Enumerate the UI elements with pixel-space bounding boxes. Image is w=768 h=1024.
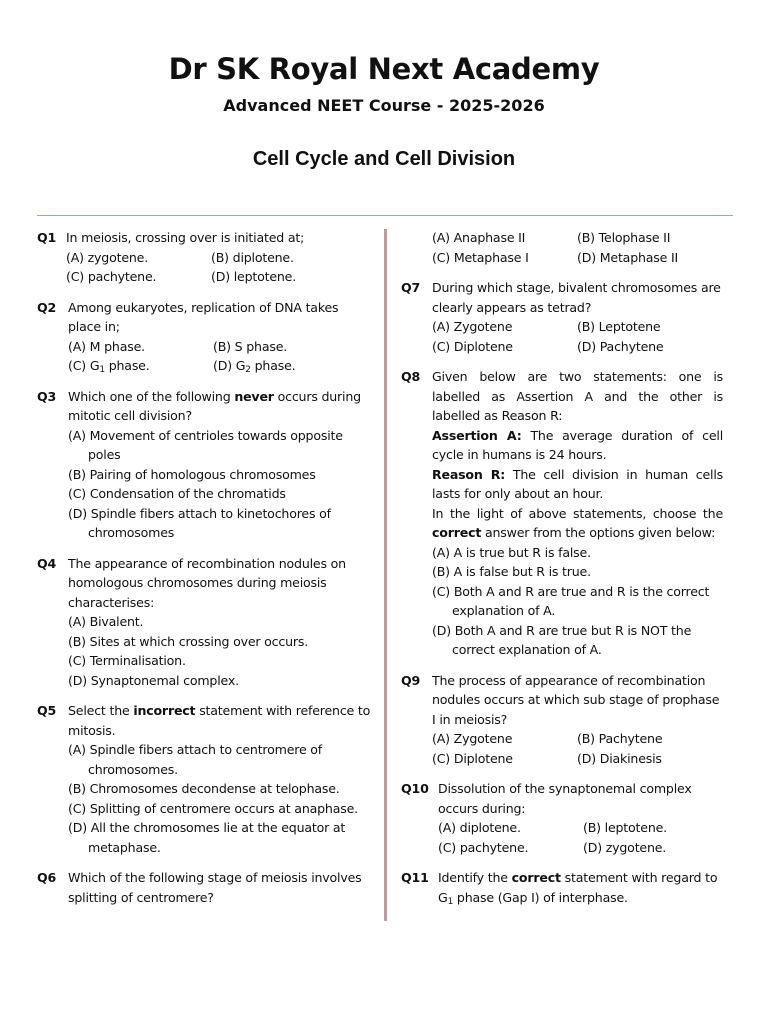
options — [68, 337, 375, 376]
option-a: (A) zygotene. — [66, 249, 149, 265]
options — [68, 740, 375, 857]
options — [432, 228, 723, 267]
option-b: (B) A is false but R is true. — [432, 564, 591, 579]
option-b: (B) S phase. — [213, 338, 288, 354]
column-divider — [384, 229, 387, 921]
option-c: (C) Metaphase I — [432, 249, 529, 265]
option-c: (C) Terminalisation. — [68, 653, 186, 668]
question-number: Q1 — [37, 230, 57, 245]
option-b: (B) Chromosomes decondense at telophase. — [68, 781, 340, 796]
option-d: (D) Spindle fibers attach to kinetochores of chromosomes — [68, 505, 331, 540]
question-number: Q2 — [37, 299, 57, 315]
question-text: Among eukaryotes, replication of DNA takes place in; — [68, 299, 339, 334]
option-b: (B) diplotene. — [211, 249, 294, 265]
options — [438, 818, 723, 857]
question-text: Which one of the following never occurs during mitotic cell division? — [68, 388, 361, 423]
option-d: (D) Both A and R are true but R is NOT the correct explanation of A. — [432, 622, 692, 657]
option-a: (A) Zygotene — [432, 319, 513, 334]
option-b: (B) Pairing of homologous chromosomes — [68, 466, 316, 482]
option-b: (B) Telophase II — [577, 230, 671, 245]
question-text: Given below are two statements: one is labelled as Assertion A and the other is labelled as Reason R: — [432, 369, 723, 423]
options — [68, 612, 375, 690]
option-a: (A) Zygotene — [432, 731, 513, 746]
course-subtitle: Advanced NEET Course - 2025-2026 — [223, 96, 545, 115]
question-number: Q6 — [37, 870, 57, 885]
option-c: (C) Both A and R are true and R is the correct explanation of A. — [432, 583, 710, 618]
question-number: Q4 — [37, 555, 57, 571]
option-a: (A) Bivalent. — [68, 614, 144, 629]
right-column — [401, 228, 723, 918]
options — [68, 426, 375, 543]
option-a: (A) A is true but R is false. — [432, 544, 591, 560]
question-q3 — [37, 387, 375, 543]
options — [66, 248, 375, 287]
question-text: During which stage, bivalent chromosomes are clearly appears as tetrad? — [432, 280, 721, 315]
option-a: (A) M phase. — [68, 338, 145, 354]
option-a: (A) diplotene. — [438, 820, 521, 835]
option-d: (D) Diakinesis — [577, 750, 662, 766]
option-d: (D) Metaphase II — [577, 249, 679, 265]
question-q9 — [401, 671, 723, 769]
option-d: (D) Synaptonemal complex. — [68, 672, 239, 688]
option-a: (A) Anaphase II — [432, 230, 526, 245]
option-b: (B) Sites at which crossing over occurs. — [68, 633, 309, 649]
question-number: Q11 — [401, 870, 429, 885]
reason: Reason R: The cell division in human cells lasts for only about an hour. — [432, 466, 723, 501]
question-q1 — [37, 228, 375, 287]
option-b: (B) leptotene. — [583, 820, 667, 835]
question-number: Q3 — [37, 388, 57, 404]
option-a: (A) Movement of centrioles towards opposite poles — [68, 427, 343, 462]
option-d: (D) All the chromosomes lie at the equator at metaphase. — [68, 820, 346, 855]
option-c: (C) Diplotene — [432, 750, 513, 766]
assertion: Assertion A: The average duration of cell cycle in humans is 24 hours. — [432, 427, 724, 462]
option-d: (D) zygotene. — [583, 839, 667, 855]
page-title: Dr SK Royal Next Academy — [168, 52, 600, 86]
option-d: (D) leptotene. — [211, 269, 297, 284]
question-text: Dissolution of the synaptonemal complex occurs during: — [438, 781, 692, 816]
question-number: Q8 — [401, 369, 421, 384]
question-text: The appearance of recombination nodules on homologous chromosomes during meiosis characterises: — [68, 555, 346, 610]
option-c: (C) pachytene. — [438, 839, 529, 855]
option-d: (D) Pachytene — [577, 338, 664, 354]
instruction: In the light of above statements, choose the correct answer from the options given below: — [432, 505, 723, 540]
question-number: Q5 — [37, 703, 57, 718]
option-c: (C) Diplotene — [432, 338, 513, 354]
option-b: (B) Pachytene — [577, 731, 663, 746]
question-q5 — [37, 701, 375, 857]
option-d: (D) $G_2$ phase. — [213, 358, 296, 375]
question-text: Which of the following stage of meiosis involves splitting of centromere? — [68, 870, 362, 905]
option-a: (A) Spindle fibers attach to centromere of chromosomes. — [68, 742, 323, 777]
question-text: Select the incorrect statement with reference to mitosis. — [68, 703, 371, 738]
header-divider — [37, 215, 733, 216]
question-text: Identify the correct statement with regard to $G_1$ phase (Gap I) of interphase. — [438, 870, 718, 907]
question-number: Q7 — [401, 280, 421, 295]
question-q8 — [401, 367, 723, 660]
option-b: (B) Leptotene — [577, 319, 661, 334]
option-c: (C) $G_1$ phase. — [68, 358, 150, 375]
question-text: The process of appearance of recombination nodules occurs at which sub stage of prophase I in meiosis? — [432, 672, 720, 727]
left-column — [37, 228, 375, 918]
question-q7 — [401, 278, 723, 356]
question-q11 — [401, 868, 723, 907]
question-q2 — [37, 298, 375, 376]
question-number: Q9 — [401, 672, 421, 688]
option-c: (C) Splitting of centromere occurs at anaphase. — [68, 800, 358, 816]
question-q10 — [401, 779, 723, 857]
question-q4 — [37, 554, 375, 691]
chapter-title: Cell Cycle and Cell Division — [252, 148, 516, 170]
option-c: (C) Condensation of the chromatids — [68, 486, 286, 501]
question-q6 — [37, 868, 375, 907]
options — [432, 317, 723, 356]
options — [432, 729, 723, 768]
options — [432, 543, 723, 660]
option-c: (C) pachytene. — [66, 269, 157, 284]
question-number: Q10 — [401, 781, 429, 796]
question-q6-options — [401, 228, 723, 267]
question-text: In meiosis, crossing over is initiated at; — [66, 230, 305, 245]
